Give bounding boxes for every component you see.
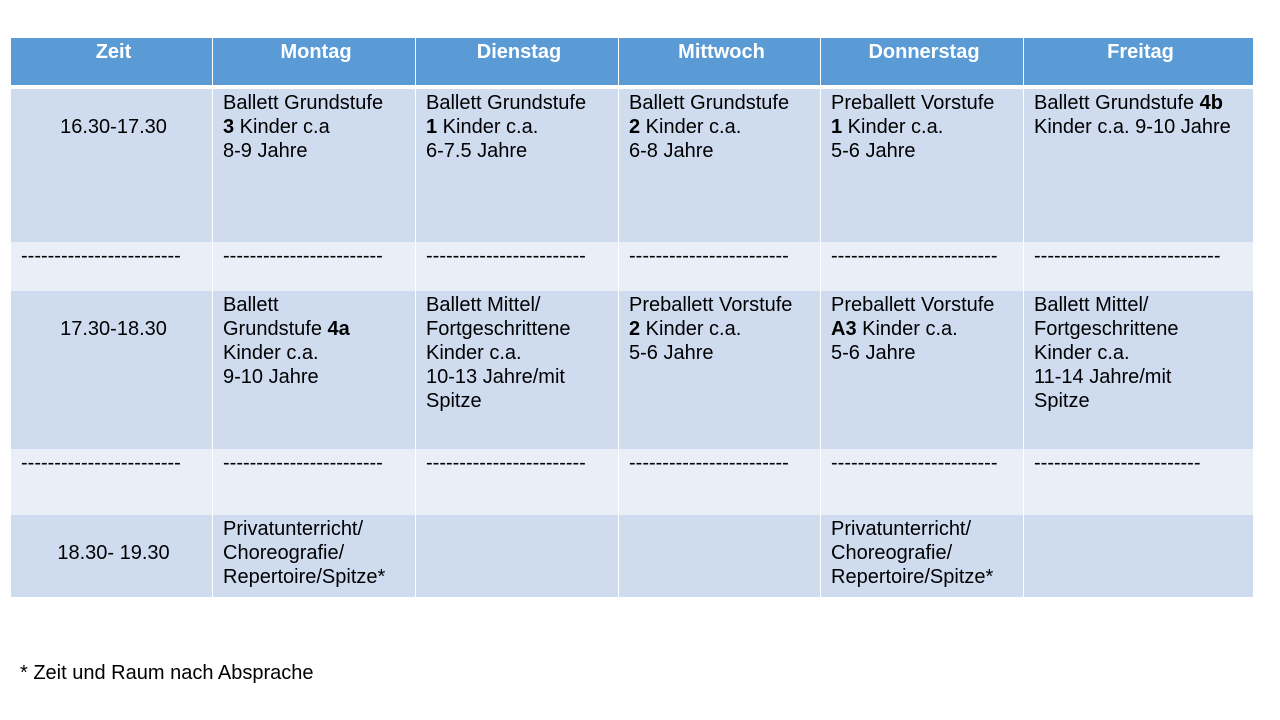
class-text: Ballett Grundstufe — [1034, 92, 1200, 114]
class-text: Privatunterricht/ Choreografie/ Repertoire/Spitze* — [831, 518, 994, 588]
group-number: 2 — [629, 116, 641, 138]
class-cell-donnerstag — [821, 87, 1024, 242]
class-text: Ballett Grundstufe — [223, 294, 322, 340]
class-cell-mittwoch — [619, 291, 821, 449]
separator-cell: ------------------------ — [416, 242, 619, 291]
separator-cell: ------------------------- — [821, 242, 1024, 291]
group-number: 4b — [1199, 92, 1223, 114]
separator-cell: ------------------------ — [213, 449, 416, 515]
class-cell-freitag — [1024, 515, 1254, 597]
class-cell-dienstag — [416, 515, 619, 597]
footnote: * Zeit und Raum nach Absprache — [20, 662, 314, 684]
table-row — [11, 87, 1254, 242]
separator-cell: ------------------------- — [821, 449, 1024, 515]
class-text: Ballett Grundstufe — [223, 92, 384, 114]
header-zeit: Zeit — [11, 38, 213, 87]
class-cell-dienstag — [416, 87, 619, 242]
header-montag: Montag — [213, 38, 416, 87]
class-cell-dienstag — [416, 291, 619, 449]
header-freitag: Freitag — [1024, 38, 1254, 87]
separator-cell: ------------------------ — [11, 242, 213, 291]
separator-cell: ---------------------------- — [1024, 242, 1254, 291]
class-cell-freitag — [1024, 87, 1254, 242]
class-cell-donnerstag — [821, 291, 1024, 449]
class-text: Kinder c.a. 5-6 Jahre — [629, 318, 742, 364]
separator-cell: ------------------------- — [1024, 449, 1254, 515]
class-text: Kinder c.a 8-9 Jahre — [223, 116, 330, 162]
separator-row — [11, 449, 1254, 515]
time-cell — [11, 291, 213, 449]
class-text: Kinder c.a. 6-7.5 Jahre — [426, 116, 539, 162]
class-text: Kinder c.a. 9-10 Jahre — [1034, 116, 1231, 138]
class-text: Kinder c.a. 5-6 Jahre — [831, 116, 944, 162]
table-row — [11, 515, 1254, 597]
separator-cell: ------------------------ — [416, 449, 619, 515]
time-label: 17.30-18.30 — [60, 318, 167, 340]
class-text: Ballett Grundstufe — [629, 92, 790, 114]
separator-cell: ------------------------ — [213, 242, 416, 291]
class-cell-montag — [213, 515, 416, 597]
separator-row — [11, 242, 1254, 291]
class-text: Kinder c.a. 6-8 Jahre — [629, 116, 742, 162]
class-text: Preballett Vorstufe — [831, 294, 995, 316]
class-cell-mittwoch — [619, 515, 821, 597]
separator-cell: ------------------------ — [11, 449, 213, 515]
class-cell-montag — [213, 87, 416, 242]
header-row — [11, 38, 1254, 87]
header-mittwoch: Mittwoch — [619, 38, 821, 87]
time-cell — [11, 515, 213, 597]
class-text: Kinder c.a. 5-6 Jahre — [831, 318, 958, 364]
class-cell-freitag — [1024, 291, 1254, 449]
header-dienstag: Dienstag — [416, 38, 619, 87]
separator-cell: ------------------------ — [619, 449, 821, 515]
group-number: A3 — [831, 318, 857, 340]
class-text: Preballett Vorstufe — [831, 92, 995, 114]
separator-cell: ------------------------ — [619, 242, 821, 291]
time-cell — [11, 87, 213, 242]
class-text: Ballett Grundstufe — [426, 92, 587, 114]
group-number: 2 — [629, 318, 641, 340]
class-text: Preballett Vorstufe — [629, 294, 793, 316]
class-cell-donnerstag — [821, 515, 1024, 597]
class-cell-montag — [213, 291, 416, 449]
class-text: Privatunterricht/ Choreografie/ Repertoire/Spitze* — [223, 518, 386, 588]
group-number: 1 — [426, 116, 438, 138]
group-number: 4a — [327, 318, 350, 340]
class-text: Ballett Mittel/ Fortgeschrittene Kinder c.a. 10-13 Jahre/mit Spitze — [426, 294, 571, 412]
class-text: Kinder c.a. 9-10 Jahre — [223, 342, 319, 388]
group-number: 3 — [223, 116, 235, 138]
group-number: 1 — [831, 116, 843, 138]
time-label: 18.30- 19.30 — [57, 542, 170, 564]
header-donnerstag: Donnerstag — [821, 38, 1024, 87]
schedule-table — [10, 38, 1254, 597]
class-cell-mittwoch — [619, 87, 821, 242]
time-label: 16.30-17.30 — [60, 116, 167, 138]
class-text: Ballett Mittel/ Fortgeschrittene Kinder c.a. 11-14 Jahre/mit Spitze — [1034, 294, 1179, 412]
table-row — [11, 291, 1254, 449]
